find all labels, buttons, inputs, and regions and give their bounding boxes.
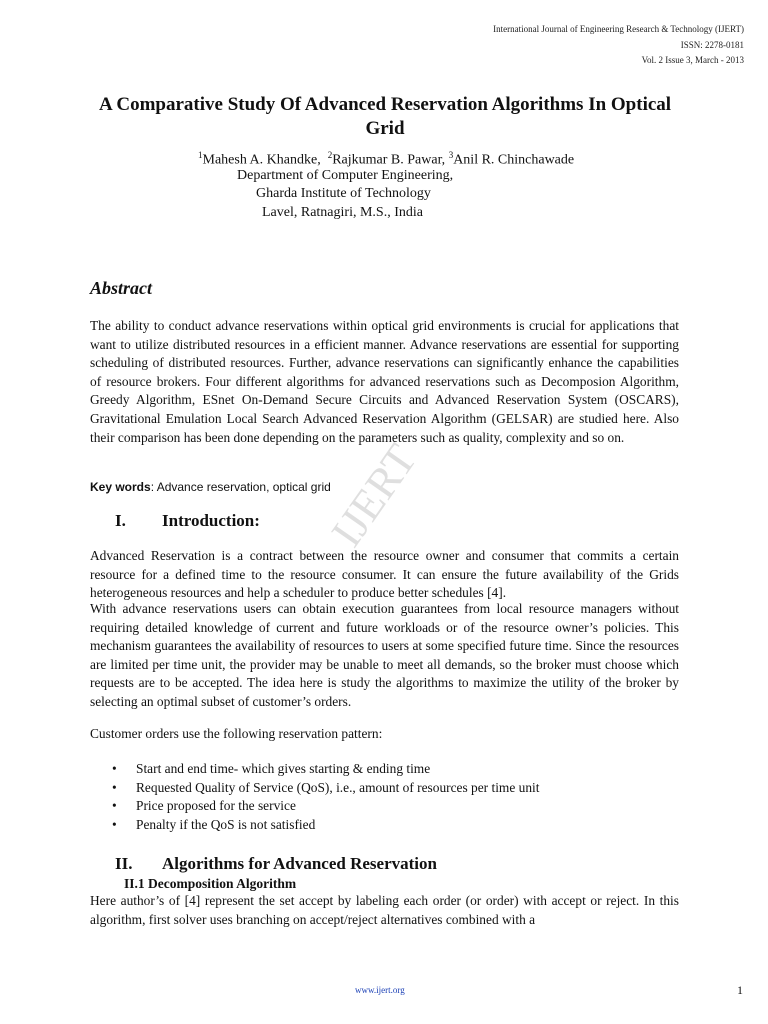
author-1: Mahesh A. Khandke,: [202, 152, 321, 168]
ijert-watermark: IJERT: [321, 435, 427, 556]
subsection-heading: II.1 Decomposition Algorithm: [124, 876, 297, 891]
section-1-heading: [115, 511, 260, 531]
authors-line: [198, 150, 574, 169]
intro-paragraph-2: With advance reservations users can obtain execution guarantees from local resource managers without requiring detailed knowledge of current and future workloads or of the resource owner’s policies. This mechanism guarantees the availability of resources to users at some specified future time. Since the resources are limited per time unit, the provider may be unable to meet all demands, so the broker must choose which requests are to be accepted. The idea here is study the algorithms to maximize the utility of the broker by selecting an optimal subset of customer’s orders.: [90, 601, 679, 709]
author-3: Anil R. Chinchawade: [453, 152, 575, 168]
affiliation-institute: Gharda Institute of Technology: [256, 186, 431, 201]
volume-issue: Vol. 2 Issue 3, March - 2013: [641, 55, 744, 65]
keywords-label: Key words: [90, 480, 151, 494]
author-3-mark: 3: [448, 150, 454, 160]
list-item: • Penalty if the QoS is not satisfied: [112, 816, 316, 832]
author-1-mark: 1: [198, 150, 203, 160]
affiliation-department: Department of Computer Engineering,: [237, 168, 454, 183]
affiliation-location: Lavel, Ratnagiri, M.S., India: [262, 205, 423, 220]
keywords: [90, 480, 331, 494]
keywords-text: : Advance reservation, optical grid: [150, 480, 331, 494]
abstract-text: The ability to conduct advance reservations within optical grid environments is crucial for applications that want to utilize distributed resources in a efficient manner. Advance reservations are essential for supporting scheduling of distributed resources. Further, advance reservations can significantly enhance the capabilities of resource brokers. Four different algorithms for advanced reservations such as Decomposion Algorithm, Greedy Algorithm, ESnet On-Demand Secure Circuits and Advanced Reservation System (OSCARS), Gravitational Emulation Local Search Advanced Reservation Algorithm (GELSAR) are studied here. Also their comparison has been done depending on the parameters such as quality, complexity and so on.: [90, 318, 679, 445]
section-2-heading: [115, 854, 437, 874]
page-number: 1: [737, 983, 743, 997]
author-2: Rajkumar B. Pawar,: [332, 152, 446, 168]
section-2-title: Algorithms for Advanced Reservation: [162, 854, 437, 873]
issn: ISSN: 2278-0181: [680, 40, 744, 50]
section-1-title: Introduction:: [162, 511, 260, 530]
section-2-number: II.: [115, 854, 133, 873]
paper-title: A Comparative Study Of Advanced Reservation Algorithms In Optical Grid: [98, 94, 672, 139]
section-1-number: I.: [115, 511, 126, 530]
author-2-mark: 2: [327, 150, 333, 160]
section-2-paragraph: Here author’s of [4] represent the set accept by labeling each order (or order) with accept or reject. In this algorithm, first solver uses branching on accept/reject alternatives combined with a: [90, 893, 679, 927]
journal-name: International Journal of Engineering Research & Technology (IJERT): [493, 24, 744, 34]
intro-paragraph-1: Advanced Reservation is a contract between the resource owner and consumer that commits a certain resource for a defined time to the resource consumer. It can ensure the future availability of the Grids heterogeneous resources and help a scheduler to produce better schedules [4].: [90, 548, 679, 601]
intro-paragraph-3: Customer orders use the following reservation pattern:: [90, 726, 383, 741]
reservation-pattern-list: [112, 760, 539, 834]
list-item: • Start and end time- which gives starting & ending time: [112, 761, 431, 776]
list-item: • Requested Quality of Service (QoS), i.e., amount of resources per time unit: [112, 779, 540, 795]
abstract-heading: Abstract: [90, 278, 153, 298]
footer-url[interactable]: www.ijert.org: [355, 985, 405, 995]
list-item: • Price proposed for the service: [112, 798, 296, 813]
